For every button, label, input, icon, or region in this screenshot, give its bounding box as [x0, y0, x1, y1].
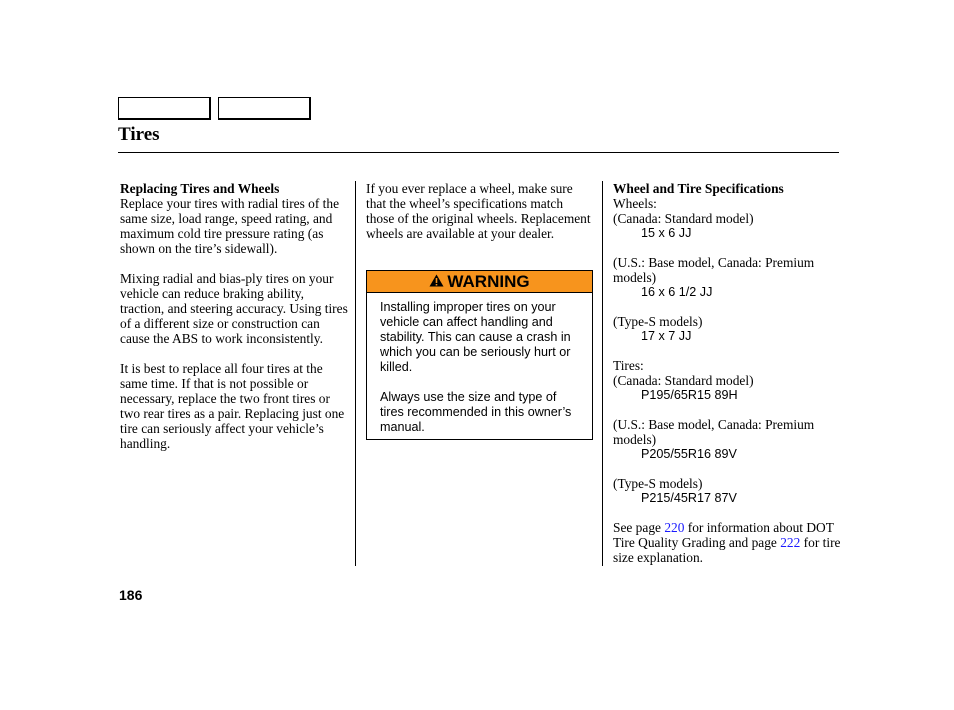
column-divider-2	[602, 181, 603, 566]
section-heading: Wheel and Tire Specifications	[613, 181, 784, 196]
warning-label: WARNING	[447, 271, 530, 291]
title-rule	[118, 152, 839, 153]
page-title: Tires	[118, 124, 160, 145]
spec-model: (U.S.: Base model, Canada: Premium models)	[613, 417, 815, 447]
warning-box	[366, 270, 593, 440]
spec-value: 17 x 7 JJ	[641, 329, 692, 343]
page-number: 186	[119, 587, 143, 603]
section-heading: Replacing Tires and Wheels	[120, 181, 280, 196]
nav-tab-box-2[interactable]	[218, 97, 311, 120]
spec-model: (Type-S models)	[613, 476, 703, 491]
spec-model: (Canada: Standard model)	[613, 211, 754, 226]
nav-tab-box-1[interactable]	[118, 97, 211, 120]
spec-value: P205/55R16 89V	[641, 447, 737, 461]
warning-header	[367, 271, 592, 293]
page-link-220[interactable]: 220	[664, 520, 685, 535]
column-replacing-tires	[120, 181, 348, 466]
spec-model: (Canada: Standard model)	[613, 373, 754, 388]
page-link-222[interactable]: 222	[780, 535, 801, 550]
wheels-label: Wheels:	[613, 196, 657, 211]
spec-model: (Type-S models)	[613, 314, 703, 329]
tires-label: Tires:	[613, 358, 644, 373]
paragraph: If you ever replace a wheel, make sure that the wheel’s specifications match those of the original wheels. Replacement wheels are available at your dealer.	[366, 181, 591, 241]
warning-text: Installing improper tires on your vehicle can affect handling and stability. This can cause a crash in which you can be seriously hurt or killed.	[380, 300, 571, 374]
spec-value: 16 x 6 1/2 JJ	[641, 285, 713, 299]
warning-triangle-icon	[429, 272, 444, 292]
spec-value: 15 x 6 JJ	[641, 226, 692, 240]
warning-text: Always use the size and type of tires recommended in this owner’s manual.	[380, 390, 572, 434]
column-wheels	[366, 181, 594, 256]
column-specifications	[613, 181, 845, 565]
spec-value: P215/45R17 87V	[641, 491, 737, 505]
warning-body	[367, 293, 592, 435]
column-divider-1	[355, 181, 356, 566]
see-page-note: See page 220 for information about DOT Tire Quality Grading and page 222 for tire size explanation.	[613, 520, 841, 565]
spec-value: P195/65R15 89H	[641, 388, 738, 402]
spec-model: (U.S.: Base model, Canada: Premium models)	[613, 255, 815, 285]
paragraph: Replace your tires with radial tires of the same size, load range, speed rating, and maximum cold tire pressure rating (as shown on the tire’s sidewall).	[120, 196, 340, 256]
paragraph: It is best to replace all four tires at the same time. If that is not possible or necessary, replace the two front tires or two rear tires as a pair. Replacing just one tire can seriously affect your vehicle’s handling.	[120, 361, 345, 451]
paragraph: Mixing radial and bias-ply tires on your vehicle can reduce braking ability, traction, and steering accuracy. Using tires of a different size or construction can cause the ABS to work inconsistently.	[120, 271, 348, 346]
